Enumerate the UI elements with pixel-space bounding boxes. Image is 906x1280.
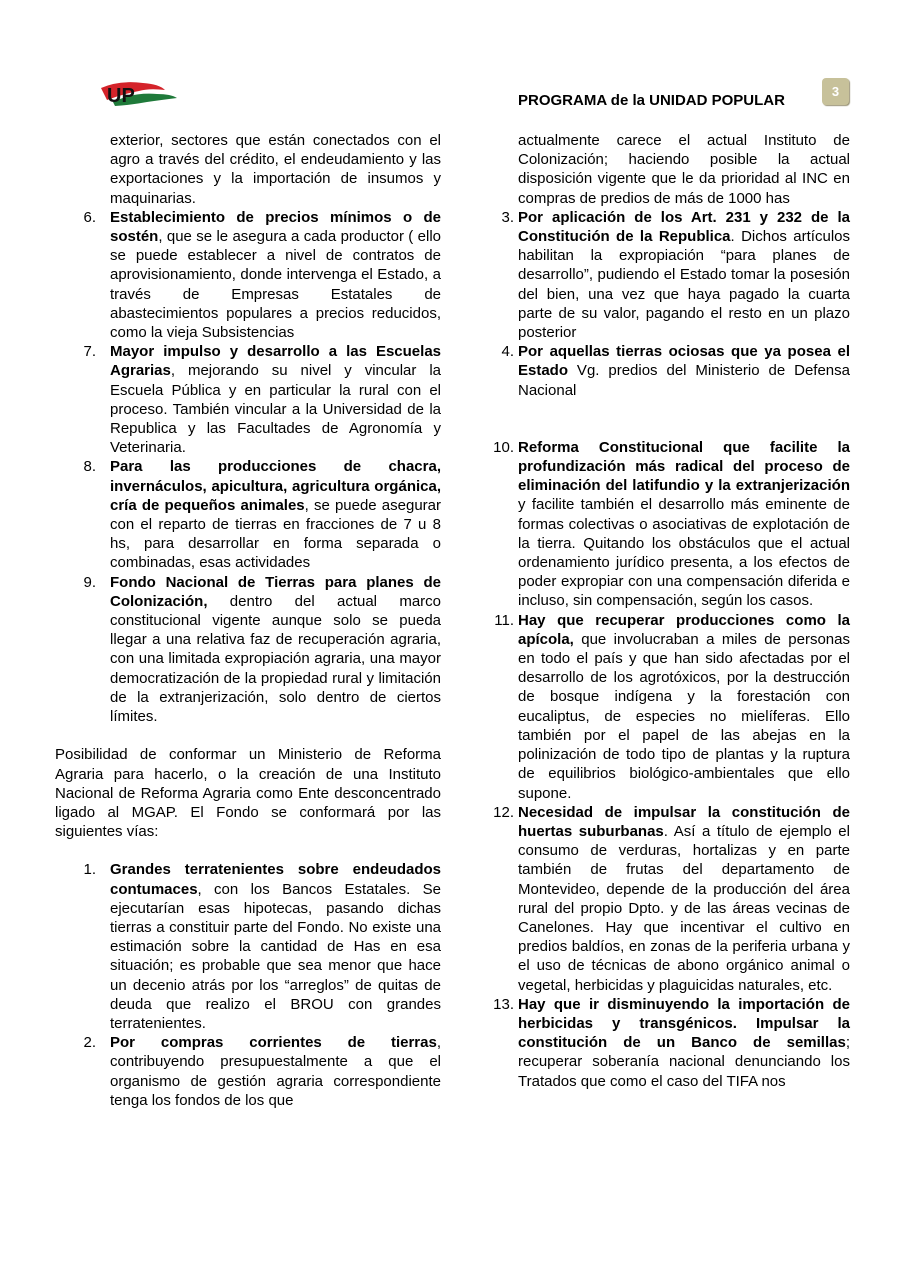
list-item-heading: Hay que ir disminuyendo la importación de herbicidas y transgénicos. Impulsar la constitución de un Banco de semillas: [518, 995, 850, 1052]
list-item-heading: Hay que recuperar producciones como la apícola,: [518, 611, 850, 648]
list-item-heading: Grandes terratenientes sobre endeudados contumaces: [110, 861, 441, 898]
list-item-text: , se puede asegurar con el reparto de tierras en fracciones de 7 u 8 hs, para desarrollar en forma separada o combinadas, esas actividades: [110, 496, 441, 572]
logo-text: UP: [107, 85, 135, 107]
list-item-9: [55, 573, 441, 727]
list-item-heading: Fondo Nacional de Tierras para planes de Colonización,: [110, 573, 441, 610]
list-item-heading: Necesidad de impulsar la constitución de huertas suburbanas: [518, 803, 850, 840]
list-number: 8.: [83, 458, 96, 476]
list-item-text: que involucraban a miles de personas en todo el país y que han sido afectadas por el desarrollo de los agrotóxicos, por la destrucción de bosque indígena y la forestación con eucaliptus, de especies no mielíferas. Ello también por el papel de las abejas en la polinización de todo tipo de plantas y la ruptura de equilibrios biológico-ambientales que ello supone.: [518, 630, 850, 802]
list-item-12: [487, 803, 850, 995]
list-item-text: Vg. predios del Ministerio de Defensa Nacional: [518, 362, 850, 399]
list-number: 3.: [501, 208, 514, 226]
list-number: 10.: [493, 438, 514, 456]
list-item-7: [55, 342, 441, 457]
list-item-text: y facilite también el desarrollo más eminente de formas colectivas o asociativas de explotación de la tierra. Quitando los obstáculos que el actual ordenamiento jurídico presenta, a los efectos de poder expropiar con una compensación diferida e incluso, sin compensación, según los casos.: [518, 496, 850, 610]
list-number: 6.: [83, 208, 96, 226]
list-number: 13.: [493, 995, 514, 1013]
left-column: [55, 131, 441, 1110]
list-item-10: [487, 438, 850, 611]
list-item-heading: Por aplicación de los Art. 231 y 232 de la Constitución de la Republica: [518, 208, 850, 246]
list-number: 4.: [501, 343, 514, 361]
list-item-text: , mejorando su nivel y vincular la Escuela Pública y en particular la rural con el proceso. También vincular a la Universidad de la Republica y las Facultades de Agronomía y Veterinaria.: [110, 362, 441, 457]
list-item-text: dentro del actual marco constitucional vigente aunque solo se pueda llegar a una relativa faz de recuperación agraria, con una limitada expropiación agraria, una mayor democratización de la propiedad rural y limitación de la extranjerización, solo dentro de ciertos límites.: [110, 592, 441, 726]
sublist-item-1: [55, 860, 441, 1033]
list-number: 7.: [83, 343, 96, 361]
list-item-text: , con los Bancos Estatales. Se ejecutarían esas hipotecas, pasando dichas tierras a constituir parte del Fondo. No existe una estimación sobre la cantidad de Has en esa situación; es probable que sea menor que hace un decenio atrás por los “arreglos” de quitas de deuda que realizo el BROU con grandes terratenientes.: [110, 880, 441, 1032]
list-item-text: ; recuperar soberanía nacional denunciando los Tratados que como el caso del TIFA nos: [518, 1034, 850, 1090]
list-number: 12.: [493, 803, 514, 821]
list-item-continuation: actualmente carece el actual Instituto de Colonización; haciendo posible la actual disposición vigente que le da prioridad al INC en compras de predios de más de 1000 has: [518, 132, 850, 207]
document-header-title: PROGRAMA de la UNIDAD POPULAR: [518, 92, 785, 109]
list-item-heading: Por aquellas tierras ociosas que ya posea el Estado: [518, 343, 850, 380]
sublist-item-3: [487, 208, 850, 342]
list-item-13: [487, 995, 850, 1091]
list-number: 1.: [83, 861, 96, 879]
list-item-heading: Mayor impulso y desarrollo a las Escuelas Agrarias: [110, 343, 441, 380]
sublist-item-4: [487, 342, 850, 400]
right-column: [487, 131, 850, 1091]
list-item-heading: Establecimiento de precios mínimos o de sostén: [110, 208, 441, 246]
list-item-text: , que se le asegura a cada productor ( ello se puede establecer a nivel de contratos de aprovisionamiento, donde intervenga el Estado, a través de Empresas Estatales de abastecimientos populares a precios reducidos, como la vieja Subsistencias: [110, 228, 441, 342]
sublist-item-2: [55, 1033, 441, 1110]
list-item-8: [55, 457, 441, 572]
list-number: 11.: [494, 611, 514, 629]
list-number: 2.: [83, 1034, 96, 1052]
list-item-11: [487, 611, 850, 803]
list-item-heading: Para las producciones de chacra, invernáculos, apicultura, agricultura orgánica, cría de pequeños animales: [110, 458, 441, 514]
list-item-continuation: exterior, sectores que están conectados con el agro a través del crédito, el endeudamiento y las exportaciones y la importación de insumos y maquinarias.: [110, 132, 441, 207]
list-number: 9.: [83, 573, 96, 591]
unidad-popular-logo: [99, 78, 179, 110]
page-number-badge: 3: [822, 78, 849, 105]
body-paragraph: Posibilidad de conformar un Ministerio de Reforma Agraria para hacerlo, o la creación de una Instituto Nacional de Reforma Agraria como Ente desconcentrado ligado al MGAP. El Fondo se conformará por las siguientes vías:: [55, 746, 441, 841]
list-item-text: . Así a título de ejemplo el consumo de verduras, hortalizas y en parte también de frutas del departamento de Montevideo, depende de la producción del área rural del propio Dpto. y de las áreas vecinas de Canelones. Hay que incentivar el cultivo en predios baldíos, en zonas de la periferia urbana y el uso de técnicas de abono orgánico animal o vegetal, herbicidas y plaguicidas naturales, etc.: [518, 822, 850, 994]
list-item-heading: Por compras corrientes de tierras: [110, 1034, 437, 1052]
list-item-text: . Dichos artículos habilitan la expropiación “para planes de desarrollo”, pudiendo el Estado tomar la posesión del bien, una vez que haya pagado la cuarta parte de su valor, pagando el resto en un plazo posterior: [518, 228, 850, 342]
list-item-6: [55, 208, 441, 342]
list-item-heading: Reforma Constitucional que facilite la profundización más radical del proceso de eliminación del latifundio y la extranjerización: [518, 438, 850, 495]
list-item-text: , contribuyendo presupuestalmente a que el organismo de gestión agraria correspondiente tenga los fondos de los que: [110, 1034, 441, 1109]
